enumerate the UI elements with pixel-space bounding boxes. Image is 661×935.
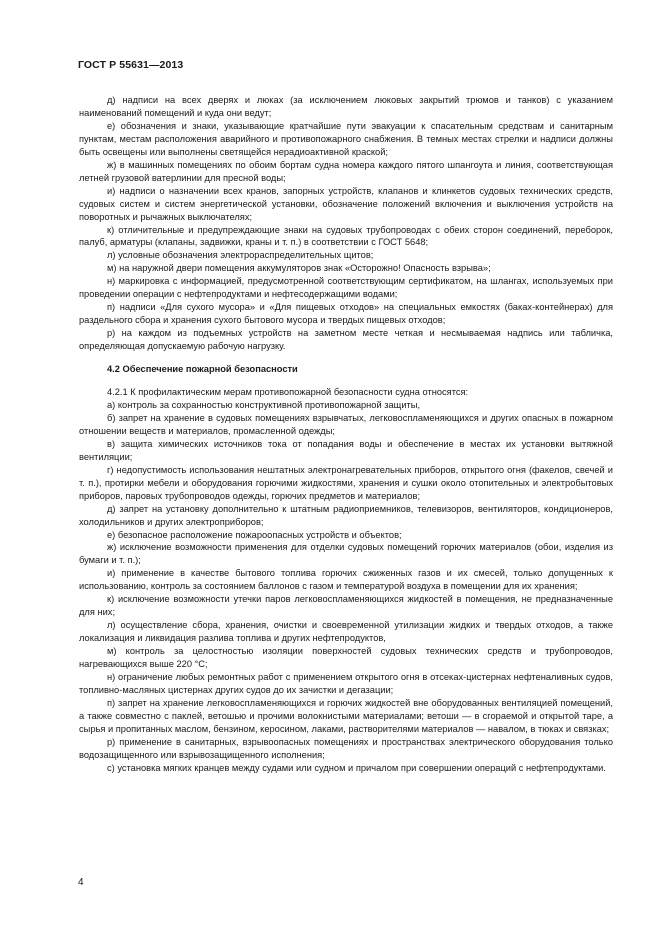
list-item: р) применение в санитарных, взрывоопасных помещениях и пространствах электрического оборудования только водозащищенного или взрывозащищенного исполнения; <box>79 736 613 760</box>
list-item: а) контроль за сохранностью конструктивной противопожарной защиты, <box>107 399 421 410</box>
list-item: г) недопустимость использования нештатных электронагревательных приборов, открытого огня (факелов, свечей и т. п.), протирки мебели и оборудования горючими жидкостями, хранения и сушки около отопительных и электробытовых приборов, паровых трубопроводов одежды, горючих предметов и материалов; <box>79 464 613 501</box>
clause-intro: 4.2.1 К профилактическим мерам противопожарной безопасности судна относятся: <box>107 387 469 398</box>
list-item: м) на наружной двери помещения аккумуляторов знак «Осторожно! Опасность взрыва»; <box>107 263 491 274</box>
list-item: ж) в машинных помещениях по обоим бортам судна номера каждого пятого шпангоута и линия, соответствующая летней грузовой ватерлинии для пресной воды; <box>79 159 613 183</box>
list-item: п) надписи «Для сухого мусора» и «Для пищевых отходов» на специальных емкостях (баках-контейнерах) для раздельного сбора и хранения сухого бытового мусора и твердых пищевых отходов; <box>79 302 613 326</box>
list-item: р) на каждом из подъемных устройств на заметном месте четкая и несмываемая надпись или табличка, определяющая допускаемую рабочую нагрузку. <box>79 328 613 352</box>
list-item: с) установка мягких кранцев между судами или судном и причалом при совершении операций с нефтепродуктами. <box>107 762 606 773</box>
list-item: и) применение в качестве бытового топлива горючих сжиженных газов и их смесей, только допущенных к использованию, контроль за состоянием баллонов с газом и температурой воздуха в помещении для их хранения; <box>79 568 613 592</box>
list-item: и) надписи о назначении всех кранов, запорных устройств, клапанов и клинкетов судовых технических средств, судовых систем и систем энергетической установки, обозначение положений включения и выключения устройств на поворотных и рычажных выключателях; <box>79 185 613 222</box>
document-header: ГОСТ Р 55631—2013 <box>78 59 184 71</box>
section-heading: 4.2 Обеспечение пожарной безопасности <box>107 364 298 375</box>
list-item: к) отличительные и предупреждающие знаки на судовых трубопроводах с обеих сторон соединений, переборок, палуб, арматуры (клапаны, задвижки, краны и т. п.) в соответствии с ГОСТ 5648; <box>79 224 613 248</box>
list-item: п) запрет на хранение легковоспламеняющихся и горючих жидкостей вне оборудованных вентиляцией помещений, а также совместно с паклей, ветошью и прочими волокнистыми материалами; ветоши — в сгораемой и открытой таре, а сырья и пропитанных маслом, бензином, керосином, лаками, растворителями материалов — навалом, в тюках и связках; <box>79 697 613 734</box>
list-top <box>79 94 613 353</box>
list-item: к) исключение возможности утечки паров легковоспламеняющихся жидкостей в помещения, не предназначенные для них; <box>79 594 613 618</box>
list-item: б) запрет на хранение в судовых помещениях взрывчатых, легковоспламеняющихся и других опасных в пожарном отношении веществ и материалов, промасленной одежды; <box>79 412 613 436</box>
list-item: д) надписи на всех дверях и люках (за исключением люковых закрытий трюмов и танков) с указанием наименований помещений и куда они ведут; <box>79 95 613 118</box>
page-number: 4 <box>78 877 84 888</box>
document-body <box>79 94 613 775</box>
list-item: н) маркировка с информацией, предусмотренной соответствующим сертификатом, на шлангах, используемых при проведении операции с нефтепродуктами и нефтесодержащими водами; <box>79 276 613 300</box>
list-item: л) условные обозначения электрораспределительных щитов; <box>107 250 374 261</box>
list-item: в) защита химических источников тока от попадания воды и обеспечение в местах их установки вытяжной вентиляции; <box>79 438 613 462</box>
list-item: ж) исключение возможности применения для отделки судовых помещений горючих материалов (обои, изделия из бумаги и т. п.); <box>79 542 613 566</box>
list-item: л) осуществление сбора, хранения, очистки и своевременной утилизации жидких и твердых отходов, а также локализация и ликвидация разлива топлива и других нефтепродуктов, <box>79 620 613 644</box>
list-fire-safety <box>79 386 613 775</box>
list-item: д) запрет на установку дополнительно к штатным радиоприемников, телевизоров, вентиляторов, кондиционеров, холодильников и других электроприборов; <box>79 503 613 527</box>
list-item: н) ограничение любых ремонтных работ с применением открытого огня в отсеках-цистернах нефтеналивных судов, топливно-масляных цистернах других судов до их зачистки и дегазации; <box>79 671 613 695</box>
list-item: м) контроль за целостностью изоляции поверхностей судовых технических средств и трубопроводов, нагревающихся выше 220 °С; <box>79 646 613 670</box>
list-item: е) обозначения и знаки, указывающие кратчайшие пути эвакуации к спасательным средствам и санитарным пунктам, местам расположения аварийного и противопожарного снабжения. В темных местах стрелки и надписи должны быть освещены или выполнены светящейся нерадиоактивной краской; <box>79 120 613 157</box>
list-item: е) безопасное расположение пожароопасных устройств и объектов; <box>107 529 402 540</box>
